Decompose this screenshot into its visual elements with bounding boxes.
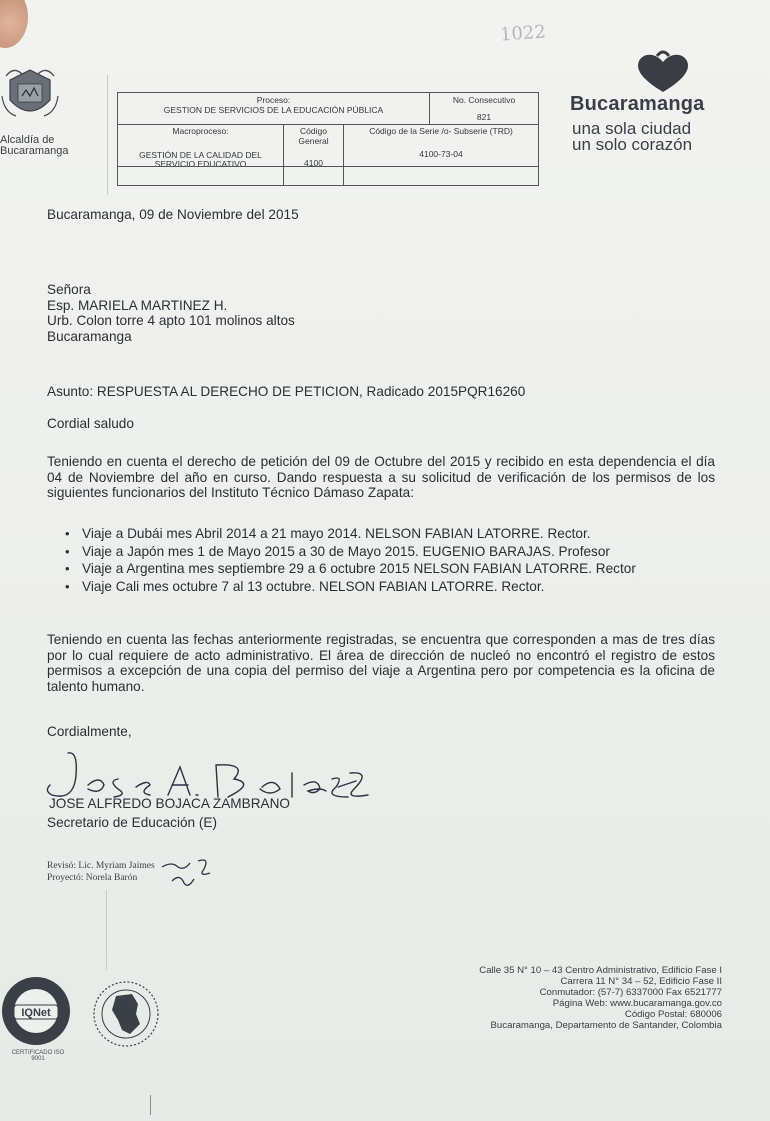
signer-name: JOSE ALFREDO BOJACA ZAMBRANO [49,796,290,811]
closing: Cordialmente, [47,724,132,739]
macroproceso-cell: Macroproceso: GESTIÓN DE LA CALIDAD DEL SERVICIO EDUCATIVO [118,125,284,186]
recipient-city: Bucaramanga [47,328,132,344]
recipient-name: Esp. MARIELA MARTINEZ H. [47,297,228,313]
handwritten-signature [38,745,378,825]
brand-tagline: una sola ciudad un solo corazón [572,119,693,154]
consecutivo-cell: No. Consecutivo 821 [430,93,538,125]
paragraph-1: Teniendo en cuenta el derecho de petición del 09 de Octubre del 2015 y recibido en esta dependencia el día 04 de Noviembre del año en curso. Dando respuesta a su solicitud de verificación de los permisos de los siguientes funcionarios del Instituto Técnico Dámaso Zapata: [47,454,715,500]
iqnet-certification-seal-icon [0,975,72,1047]
svg-text:IQNet: IQNet [21,1007,51,1019]
recipient-block [47,282,295,344]
initials-scribble [158,855,228,891]
entity-name: Alcaldía de Bucaramanga [0,134,69,157]
proyecto-line: Proyectó: Norela Barón [47,873,138,883]
signer-title: Secretario de Educación (E) [47,815,218,830]
scan-mark [106,890,107,970]
serie-cell: Código de la Serie /o- Subserie (TRD) 4100-73-04 [369,126,513,159]
list-item: • Viaje a Dubái mes Abril 2014 a 21 mayo 2014. NELSON FABIAN LATORRE. Rector. [62,526,722,542]
paragraph-2: Teniendo en cuenta las fechas anteriormente registradas, se encuentra que corresponden a mas de tres días por lo cual requiere de acto administrativo. El área de dirección de nucleó no encontró el registro de estos permisos a excepción de una copia del permiso del viaje a Argentina pero por competencia es la oficina de talento humano. [47,632,715,694]
codigo-general-cell: Código General 4100 [284,125,344,186]
process-table [117,92,539,186]
recipient-address: Urb. Colon torre 4 apto 101 molinos altos [47,313,295,328]
date-line: Bucaramanga, 09 de Noviembre del 2015 [47,207,299,222]
greeting: Cordial saludo [47,416,134,431]
proceso-cell: Proceso: GESTION DE SERVICIOS DE LA EDUCACIÓN PÚBLICA [118,93,430,125]
list-item: • Viaje Cali mes octubre 7 al 13 octubre. NELSON FABIAN LATORRE. Rector. [62,579,722,595]
colombia-map-seal-icon [92,980,160,1048]
scan-mark [107,75,108,195]
footer-address: Calle 35 N° 10 – 43 Centro Administrativo, Edificio Fase I Carrera 11 N° 34 – 52, Edificio Fase II Conmutador: (57-7) 6337000 Fax 6521777 Página Web: www.bucaramanga.gov.co Código Postal: 680006 Bucaramanga, Departamento de Santander, Colombia [479,965,722,1031]
subject-line: Asunto: RESPUESTA AL DERECHO DE PETICION, Radicado 2015PQR16260 [47,384,526,399]
bullet-list [62,526,722,596]
brand-name: Bucaramanga [570,93,705,115]
handwritten-number: 1022 [499,21,547,46]
finger-shadow [0,0,28,48]
table-divider [118,166,538,167]
coat-of-arms-icon [0,66,60,124]
list-item: • Viaje a Argentina mes septiembre 29 a 6 octubre 2015 NELSON FABIAN LATORRE. Rector [62,561,722,577]
list-item: • Viaje a Japón mes 1 de Mayo 2015 a 30 de Mayo 2015. EUGENIO BARAJAS. Profesor [62,544,722,560]
cert-caption: CERTIFICADO ISO 9001 [11,1050,65,1062]
recipient-salutation: Señora [47,282,91,297]
scan-mark [150,1095,151,1115]
reviso-line: Revisó: Lic. Myriam Jaimes [47,861,155,871]
heart-logo-icon [633,50,693,94]
